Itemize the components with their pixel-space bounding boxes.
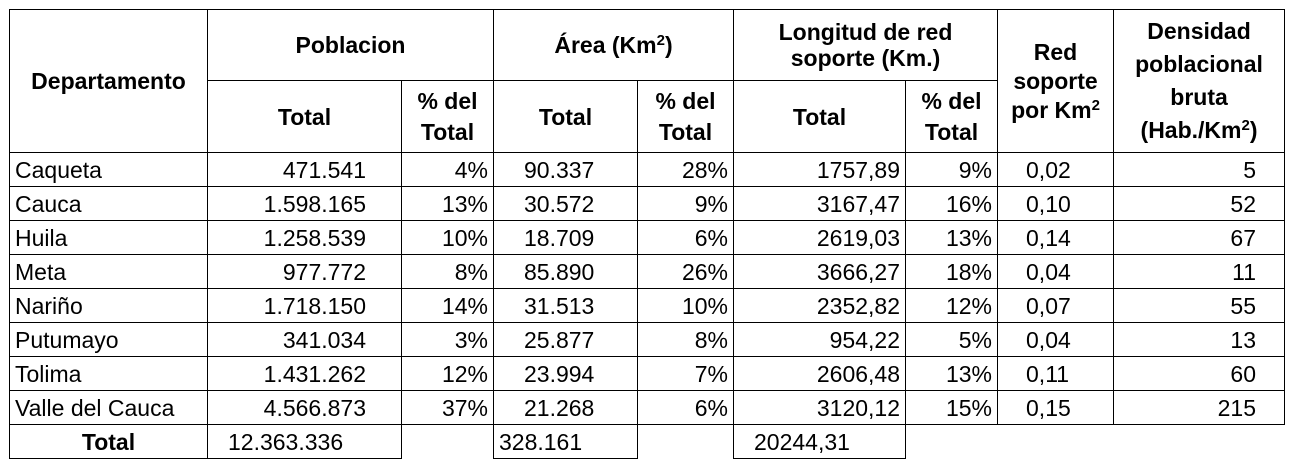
cell-longitud-pct: 16% [906,187,998,221]
cell-densidad: 67 [1114,221,1285,255]
cell-area: 25.877 [494,323,638,357]
cell-poblacion-pct: 37% [402,391,494,425]
totals-empty [638,425,734,459]
cell-departamento: Meta [10,255,208,289]
totals-row [10,425,1285,459]
cell-area: 30.572 [494,187,638,221]
table-row [10,221,1285,255]
cell-longitud: 954,22 [734,323,906,357]
totals-empty [1114,425,1285,459]
cell-area: 18.709 [494,221,638,255]
cell-longitud: 3666,27 [734,255,906,289]
cell-longitud-pct: 12% [906,289,998,323]
table-row [10,289,1285,323]
table-row [10,255,1285,289]
cell-area-pct: 6% [638,391,734,425]
cell-longitud-pct: 5% [906,323,998,357]
table-row [10,153,1285,187]
header-red-soporte: Red soporte por Km$^2$ [998,10,1114,153]
cell-red-soporte: 0,15 [998,391,1114,425]
cell-longitud: 2619,03 [734,221,906,255]
cell-red-soporte: 0,10 [998,187,1114,221]
header-pob-total: Total [208,81,402,153]
cell-longitud-pct: 9% [906,153,998,187]
cell-red-soporte: 0,14 [998,221,1114,255]
cell-longitud-pct: 13% [906,357,998,391]
header-area: Área (Km$^2$) [494,10,734,81]
cell-red-soporte: 0,04 [998,255,1114,289]
totals-empty [906,425,998,459]
department-data-table [9,9,1285,459]
cell-departamento: Nariño [10,289,208,323]
cell-area: 23.994 [494,357,638,391]
cell-longitud: 2606,48 [734,357,906,391]
cell-poblacion: 4.566.873 [208,391,402,425]
cell-longitud-pct: 15% [906,391,998,425]
cell-area-pct: 10% [638,289,734,323]
table-row [10,357,1285,391]
cell-poblacion: 977.772 [208,255,402,289]
cell-poblacion: 1.431.262 [208,357,402,391]
cell-poblacion-pct: 4% [402,153,494,187]
cell-longitud: 1757,89 [734,153,906,187]
cell-red-soporte: 0,07 [998,289,1114,323]
cell-poblacion: 1.718.150 [208,289,402,323]
cell-area-pct: 6% [638,221,734,255]
cell-poblacion-pct: 12% [402,357,494,391]
cell-area: 31.513 [494,289,638,323]
cell-departamento: Caqueta [10,153,208,187]
table-row [10,323,1285,357]
cell-poblacion-pct: 3% [402,323,494,357]
cell-area-pct: 9% [638,187,734,221]
table-row [10,187,1285,221]
totals-empty [998,425,1114,459]
cell-poblacion: 471.541 [208,153,402,187]
header-row-1 [10,10,1285,81]
cell-departamento: Putumayo [10,323,208,357]
table-container [9,9,1285,459]
cell-poblacion: 1.598.165 [208,187,402,221]
totals-empty [402,425,494,459]
header-pob-pct: % del Total [402,81,494,153]
cell-area-pct: 26% [638,255,734,289]
totals-poblacion: 12.363.336 [208,425,402,459]
header-long-total: Total [734,81,906,153]
totals-longitud: 20244,31 [734,425,906,459]
cell-densidad: 60 [1114,357,1285,391]
cell-poblacion: 341.034 [208,323,402,357]
cell-longitud-pct: 13% [906,221,998,255]
cell-longitud: 3167,47 [734,187,906,221]
header-area-total: Total [494,81,638,153]
cell-area-pct: 28% [638,153,734,187]
cell-area: 21.268 [494,391,638,425]
cell-poblacion-pct: 10% [402,221,494,255]
cell-densidad: 215 [1114,391,1285,425]
cell-area: 85.890 [494,255,638,289]
cell-area-pct: 7% [638,357,734,391]
cell-densidad: 55 [1114,289,1285,323]
cell-area-pct: 8% [638,323,734,357]
cell-poblacion-pct: 13% [402,187,494,221]
table-body [10,153,1285,459]
cell-departamento: Valle del Cauca [10,391,208,425]
header-departamento: Departamento [10,10,208,153]
cell-area: 90.337 [494,153,638,187]
cell-longitud: 3120,12 [734,391,906,425]
totals-label: Total [10,425,208,459]
header-area-pct: % del Total [638,81,734,153]
table-row [10,391,1285,425]
cell-red-soporte: 0,04 [998,323,1114,357]
cell-poblacion-pct: 8% [402,255,494,289]
header-long-pct: % del Total [906,81,998,153]
header-poblacion: Poblacion [208,10,494,81]
cell-densidad: 13 [1114,323,1285,357]
cell-longitud-pct: 18% [906,255,998,289]
cell-red-soporte: 0,02 [998,153,1114,187]
header-longitud: Longitud de red soporte (Km.) [734,10,998,81]
cell-departamento: Huila [10,221,208,255]
cell-red-soporte: 0,11 [998,357,1114,391]
cell-densidad: 52 [1114,187,1285,221]
totals-area: 328.161 [494,425,638,459]
cell-departamento: Tolima [10,357,208,391]
header-densidad: Densidad poblacional bruta (Hab./Km$^2$) [1114,10,1285,153]
cell-densidad: 5 [1114,153,1285,187]
cell-longitud: 2352,82 [734,289,906,323]
cell-densidad: 11 [1114,255,1285,289]
cell-poblacion-pct: 14% [402,289,494,323]
cell-departamento: Cauca [10,187,208,221]
cell-poblacion: 1.258.539 [208,221,402,255]
